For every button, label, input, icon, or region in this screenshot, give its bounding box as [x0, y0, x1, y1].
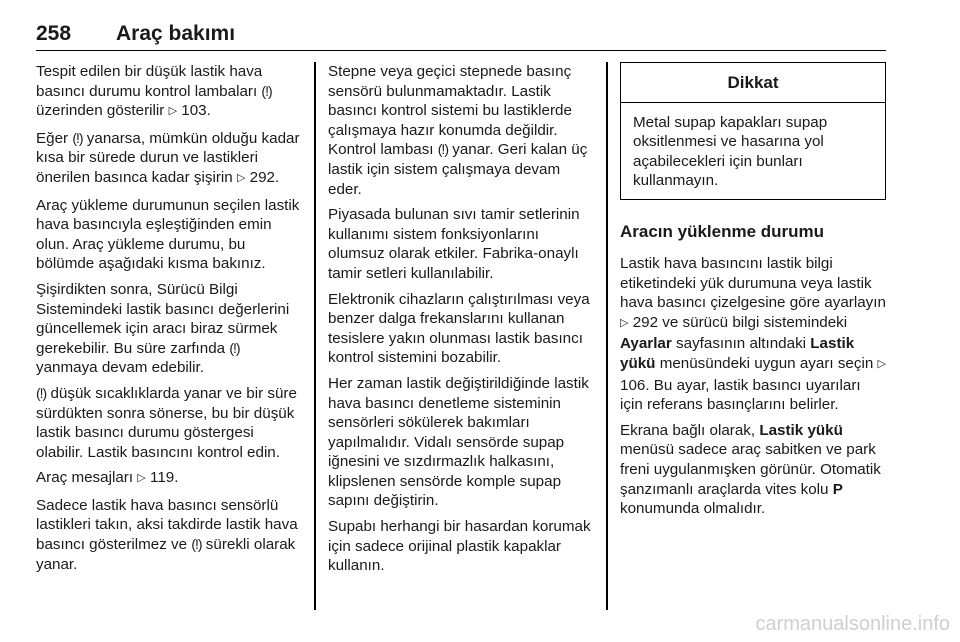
page-reference-icon: ▷	[137, 472, 146, 485]
page-reference[interactable]: 292	[632, 313, 659, 331]
paragraph: Sadece lastik hava basıncı sensörlü lastikleri takın, aksi takdirde lastik hava basıncı gösterilmez ve (!) sürekli olarak yanar.	[36, 496, 298, 573]
page-reference-icon: ▷	[236, 171, 246, 184]
column-middle	[328, 62, 596, 582]
paragraph: Lastik hava basıncını lastik bilgi etiketindeki yük durumuna veya lastik hava basıncı çizelgesine göre ayarlayın ▷ 292 ve sürücü bilgi sistemindeki Ayarlar sayfasının altındaki Lastik yükü menüsündeki uygun ayarı seçin ▷ 106. Bu ayar, lastik basıncı uyarıları için referans basınçlarını belirler.	[620, 254, 886, 414]
paragraph: Araç yükleme durumunun seçilen lastik hava basıncıyla eşleştiğinden emin olun. Araç yükleme durumu, bu bölümde aşağıdaki kısma bakınız.	[36, 196, 300, 273]
paragraph: Elektronik cihazların çalıştırılması veya benzer dalga frekanslarını kullanan tesislere yakın olunması lastik basıncı kontrol sistemini bozabilir.	[328, 290, 590, 367]
page-reference[interactable]: 103.	[181, 102, 211, 120]
menu-term: Lastik yükü	[620, 335, 855, 372]
column-left	[36, 62, 304, 580]
subsection-heading: Aracın yüklenme durumu	[620, 221, 825, 241]
notice-box	[620, 62, 886, 200]
paragraph: Her zaman lastik değiştirildiğinde lastik hava basıncı denetleme sisteminin sensörleri sökülerek bakımları yapılmalıdır. Vidalı sensörde supap iğnesini ve sızdırmazlık halkasını, klipslenen sensörde komple supap sapını değiştirin.	[328, 374, 589, 510]
paragraph: Araç mesajları ▷ 119.	[36, 468, 304, 490]
page-reference-icon: ▷	[168, 105, 178, 118]
tire-pressure-warning-icon: (!)	[191, 536, 202, 553]
menu-term: Ayarlar	[620, 335, 672, 353]
tire-pressure-warning-icon: (!)	[72, 129, 83, 146]
notice-body: Metal supap kapakları supap oksitlenmesi ve hasarına yol açabilecekleri için bunları kullanmayın.	[633, 113, 828, 190]
paragraph: Stepne veya geçici stepnede basınç sensörü bulunmamaktadır. Lastik basıncı kontrol sistemi bu lastiklerde çalışmaya hazır konumda değildir. Kontrol lambası (!) yanar. Geri kalan üç lastik için sistem çalışmaya devam eder.	[328, 63, 588, 198]
page-number: 258	[36, 22, 72, 45]
page-reference[interactable]: 119.	[150, 469, 179, 487]
gear-position: P	[832, 480, 843, 498]
page-reference-icon: ▷	[620, 316, 629, 329]
page-reference-icon: ▷	[877, 357, 886, 370]
column-right	[620, 62, 886, 525]
notice-title: Dikkat	[621, 63, 885, 103]
tire-pressure-warning-icon: (!)	[261, 82, 272, 99]
column-divider	[314, 62, 316, 610]
tire-pressure-warning-icon: (!)	[36, 384, 47, 401]
paragraph: Ekrana bağlı olarak, Lastik yükü menüsü sadece araç sabitken ve park freni uygulanmışken görünür. Otomatik şanzımanlı araçlarda vites kolu P konumunda olmalıdır.	[620, 421, 881, 518]
column-divider	[606, 62, 608, 610]
tire-pressure-warning-icon: (!)	[229, 339, 240, 356]
paragraph: Eğer (!) yanarsa, mümkün olduğu kadar kısa bir sürede durun ve lastikleri önerilen basınca kadar şişirin ▷ 292.	[36, 129, 304, 190]
paragraph: Tespit edilen bir düşük lastik hava basıncı durumu kontrol lambaları (!) üzerinden gösterilir ▷ 103.	[36, 62, 304, 123]
paragraph: Supabı herhangi bir hasardan korumak için sadece orijinal plastik kapaklar kullanın.	[328, 518, 591, 575]
menu-term: Lastik yükü	[759, 421, 843, 439]
paragraph: Şişirdikten sonra, Sürücü Bilgi Sistemindeki lastik basıncı değerlerini güncellemek için aracı biraz sürmek gerekebilir. Bu süre zarfında (!) yanmaya devam edebilir.	[36, 280, 290, 377]
watermark: carmanualsonline.info	[755, 613, 950, 635]
section-title: Araç bakımı	[116, 22, 236, 45]
paragraph: Piyasada bulunan sıvı tamir setlerinin kullanımı sistem fonksiyonlarını olumsuz olarak etkiler. Fabrika-onaylı tamir setleri kullanılabilir.	[328, 206, 580, 282]
page-reference[interactable]: 292.	[249, 168, 280, 186]
paragraph: (!) düşük sıcaklıklarda yanar ve bir süre sürdükten sonra sönerse, bu bir düşük lastik basıncı durumu göstergesi olabilir. Lastik basıncını kontrol edin.	[36, 384, 297, 461]
page-reference[interactable]: 106.	[620, 376, 650, 394]
tire-pressure-warning-icon: (!)	[437, 141, 448, 158]
page-header	[36, 18, 886, 51]
